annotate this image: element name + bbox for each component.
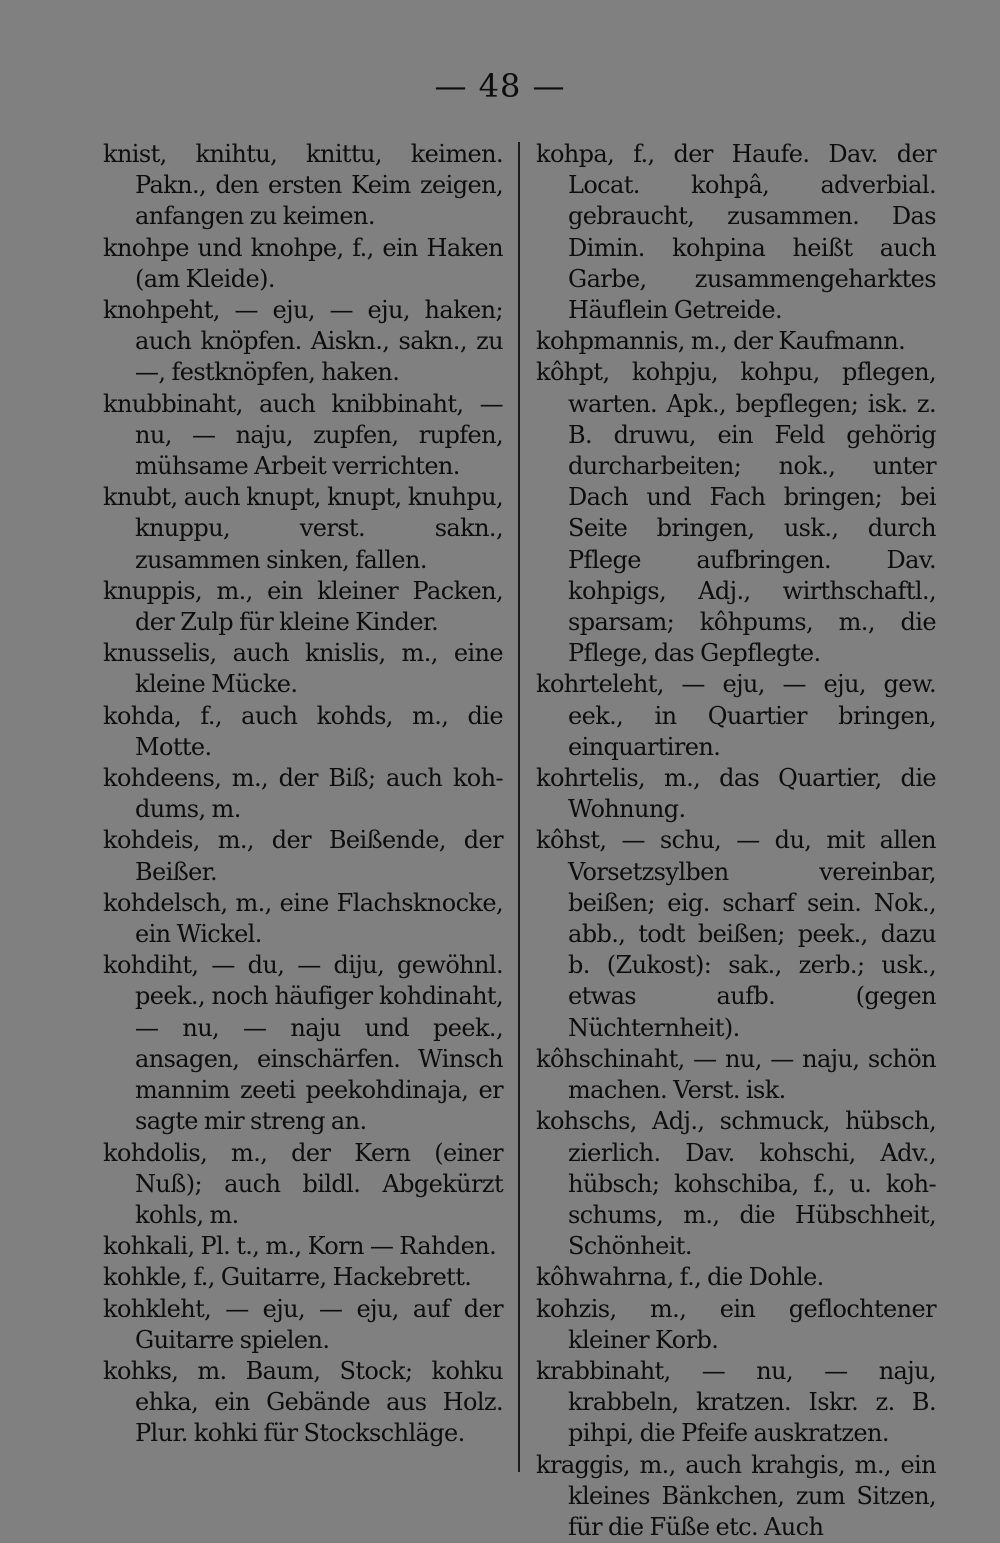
dictionary-entry: kôhschinaht, — nu, — naju, schön machen. Verst. isk. bbox=[536, 1044, 936, 1105]
right-column bbox=[536, 139, 936, 1541]
page-number: — 48 — bbox=[434, 67, 566, 105]
dictionary-entry: kohdolis, m., der Kern (einer Nuß); auch bildl. Abgekürzt kohls, m. bbox=[103, 1138, 503, 1229]
dictionary-entry: kohkleht, — eju, — eju, auf der Guitarre spielen. bbox=[103, 1294, 503, 1354]
dictionary-entry: knohpe und knohpe, f., ein Haken (am Kleide). bbox=[103, 233, 503, 293]
dictionary-entry: kohpa, f., der Haufe. Dav. der Locat. kohpâ, adverbial. gebraucht, zusammen. Das Dimin. kohpina heißt auch Garbe, zusammengeharktes Häuflein Getreide. bbox=[536, 140, 936, 325]
dictionary-entry: knubt, auch knupt, knupt, knuhpu, knuppu, verst. sakn., zusammen sinken, fallen. bbox=[103, 483, 503, 574]
dictionary-entry: kohrteleht, — eju, — eju, gew. eek., in Quartier bringen, einquartiren. bbox=[536, 670, 936, 761]
dictionary-entry: krabbinaht, — nu, — naju, krabbeln, kratzen. Iskr. z. B. pihpi, die Pfeife auskratzen. bbox=[536, 1356, 936, 1448]
dictionary-entry: knusselis, auch knislis, m., eine kleine Mücke. bbox=[103, 639, 503, 699]
dictionary-entry: knuppis, m., ein kleiner Packen, der Zulp für kleine Kinder. bbox=[103, 576, 503, 637]
dictionary-entry: kôhwahrna, f., die Dohle. bbox=[536, 1263, 824, 1292]
dictionary-entry: kôhpt, kohpju, kohpu, pflegen, warten. Apk., bepflegen; isk. z. B. druwu, ein Feld gehörig durcharbeiten; nok., unter Dach und Fach bringen; bei Seite bringen, usk., durch Pflege aufbringen. Dav. kohpigs, Adj., wirthschaftl., sparsam; kôhpums, m., die Pflege, das Gepflegte. bbox=[536, 358, 936, 668]
dictionary-entry: kohkali, Pl. t., m., Korn — Rahden. bbox=[103, 1232, 497, 1261]
dictionary-entry: kraggis, m., auch krahgis, m., ein kleines Bänkchen, zum Sitzen, für die Füße etc. Auch bbox=[536, 1450, 936, 1541]
dictionary-entry: knohpeht, — eju, — eju, haken; auch knöpfen. Aiskn., sakn., zu —, festknöpfen, haken. bbox=[103, 296, 503, 387]
dictionary-entry: kohkle, f., Guitarre, Hackebrett. bbox=[103, 1263, 472, 1292]
dictionary-entry: kohpmannis, m., der Kaufmann. bbox=[536, 327, 906, 356]
dictionary-entry: knist, knihtu, knittu, keimen. Pakn., den ersten Keim zeigen, anfangen zu keimen. bbox=[103, 140, 503, 231]
column-divider bbox=[518, 142, 520, 1472]
dictionary-entry: kohdiht, — du, — diju, gewöhnl. peek., noch häufiger kohdinaht, — nu, — naju und peek., ansagen, einschärfen. Winsch mannim zeeti peekohdinaja, er sagte mir streng an. bbox=[103, 951, 503, 1136]
dictionary-entry: kohdeens, m., der Biß; auch koh-dums, m. bbox=[103, 764, 503, 824]
left-column bbox=[103, 139, 503, 1499]
dictionary-entry: knubbinaht, auch knibbinaht, — nu, — naju, zupfen, rupfen, mühsame Arbeit verrichten. bbox=[103, 389, 503, 481]
dictionary-entry: kohzis, m., ein geflochtener kleiner Korb. bbox=[536, 1294, 936, 1354]
dictionary-entry: kohschs, Adj., schmuck, hübsch, zierlich. Dav. kohschi, Adv., hübsch; kohschiba, f., u. koh-schums, m., die Hübschheit, Schönheit. bbox=[536, 1107, 936, 1261]
dictionary-entry: kohda, f., auch kohds, m., die Motte. bbox=[103, 701, 503, 761]
dictionary-entry: kohdeis, m., der Beißende, der Beißer. bbox=[103, 826, 503, 886]
dictionary-entry: kohdelsch, m., eine Flachsknocke, ein Wickel. bbox=[103, 888, 503, 949]
dictionary-entry: kôhst, — schu, — du, mit allen Vorsetzsylben vereinbar, beißen; eig. scharf sein. Nok., abb., todt beißen; peek., dazu b. (Zukost): sak., zerb.; usk., etwas aufb. (gegen Nüchternheit). bbox=[536, 826, 936, 1042]
dictionary-entry: kohrtelis, m., das Quartier, die Wohnung. bbox=[536, 764, 936, 824]
dictionary-entry: kohks, m. Baum, Stock; kohku ehka, ein Gebände aus Holz. Plur. kohki für Stockschläge. bbox=[103, 1356, 503, 1448]
